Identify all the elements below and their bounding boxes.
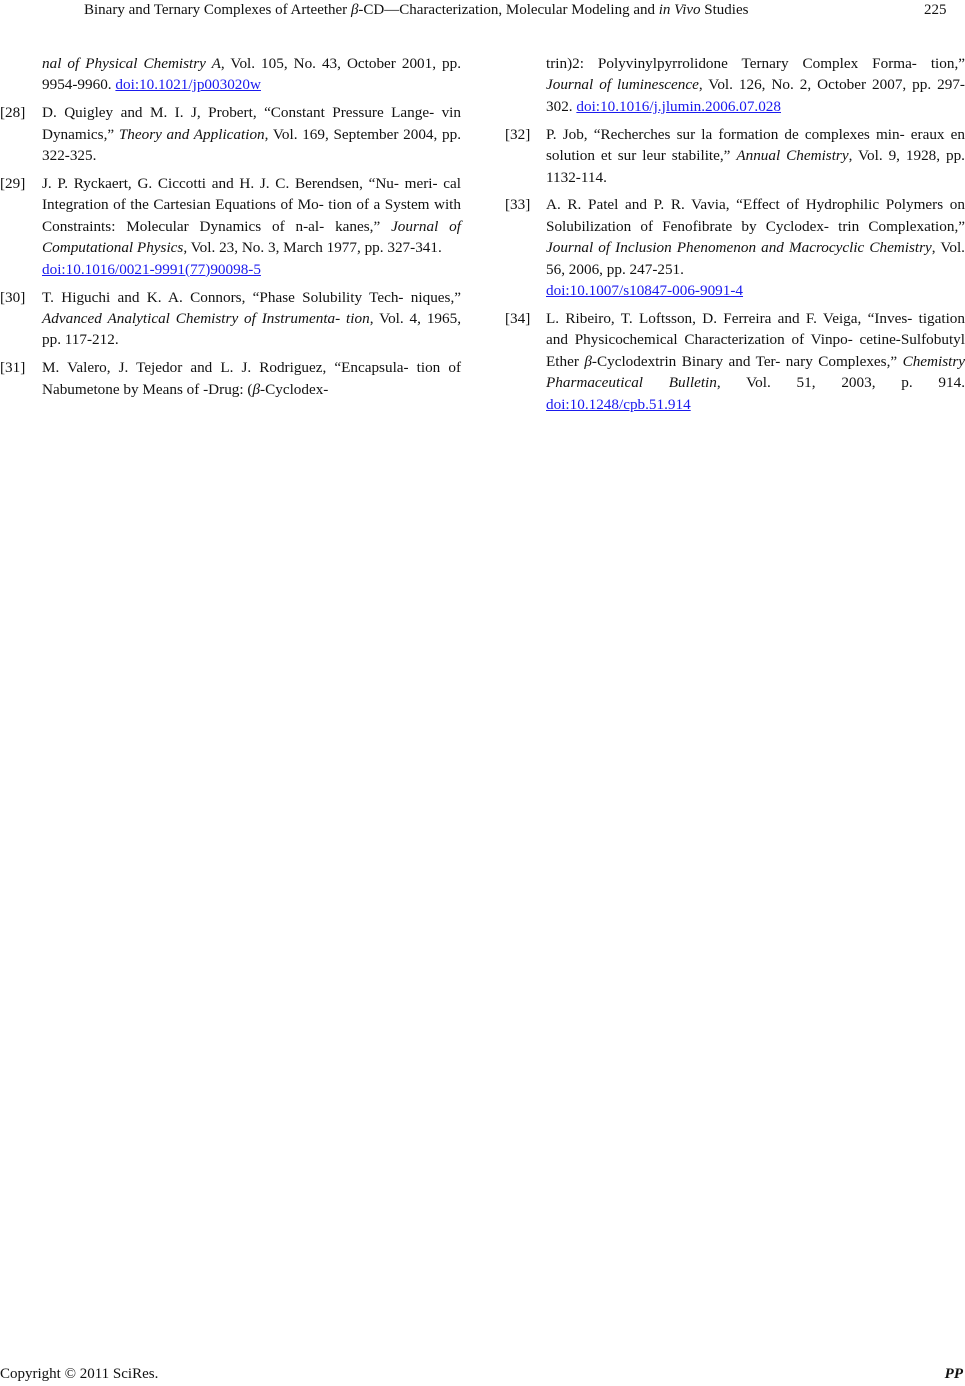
doi-link[interactable]: doi:10.1016/0021-9991(77)90098-5: [42, 260, 261, 278]
reference-text: [546, 124, 965, 188]
journal-name: Chemistry Pharmaceutical Bulletin: [546, 352, 965, 392]
doi-link[interactable]: doi:10.1248/cpb.51.914: [546, 395, 691, 413]
reference-authors-title: M. Valero, J. Tejedor and L. J. Rodriguez, “Encapsula- tion of Nabumetone by Means of -Drug: (: [42, 359, 461, 398]
running-title-part: -CD—Characterization, Molecular Modeling and: [358, 2, 659, 18]
reference-details: , Vol. 51, 2003, p. 914.: [716, 374, 965, 392]
reference-text: [42, 357, 461, 400]
reference-authors-title: T. Higuchi and K. A. Connors, “Phase Solubility Tech- niques,”: [42, 288, 461, 306]
copyright-notice: Copyright © 2011 SciRes.: [0, 1366, 159, 1382]
beta-symbol: β: [584, 352, 592, 370]
reference-details: , Vol. 126, No. 2, October 2007, pp. 297-302.: [546, 76, 965, 115]
reference-item-31: [0, 357, 461, 400]
page-number: 225: [924, 2, 947, 18]
reference-item-30: [0, 287, 461, 351]
reference-details: , Vol. 4, 1965, pp. 117-212.: [42, 309, 461, 349]
journal-name: Annual Chemistry: [736, 147, 849, 165]
doi-link[interactable]: doi:10.1021/jp003020w: [115, 76, 261, 94]
journal-name: Theory and Application: [118, 125, 265, 143]
journal-name: Journal of Computational Physics: [42, 217, 461, 257]
running-title-italic: in Vivo: [658, 2, 701, 18]
reference-details: , Vol. 105, No. 43, October 2001, pp. 9954-9960.: [42, 55, 461, 94]
journal-name: Journal of Inclusion Phenomenon and Macrocyclic Chemistry: [546, 239, 932, 257]
reference-authors-title: -Cyclodextrin Binary and Ter- nary Complexes,”: [591, 352, 903, 370]
reference-item-33: [505, 194, 965, 301]
reference-item-34: [505, 308, 965, 415]
reference-item-32: [505, 124, 965, 188]
reference-authors-title: A. R. Patel and P. R. Vavia, “Effect of Hydrophilic Polymers on Solubilization of Fenofibrate by Cyclodex- trin Complexation,”: [546, 196, 965, 235]
page-header: [0, 0, 965, 24]
reference-authors-title: L. Ribeiro, T. Loftsson, D. Ferreira and F. Veiga, “Inves- tigation and Physicochemical Characterization of Vinpo- cetine-Sulfobutyl Ether: [546, 309, 965, 370]
doi-link[interactable]: doi:10.1007/s10847-006-9091-4: [546, 282, 744, 300]
reference-text: [42, 102, 461, 166]
journal-name: Journal of luminescence: [546, 76, 699, 94]
running-title-part: Studies: [700, 2, 749, 18]
left-column: [0, 53, 461, 407]
reference-details: , Vol. 169, September 2004, pp. 322-325.: [42, 125, 461, 165]
reference-text: [42, 287, 461, 351]
reference-details: , Vol. 56, 2006, pp. 247-251.: [546, 239, 965, 278]
running-title-part: Binary and Ternary Complexes of Arteether: [84, 2, 351, 18]
reference-authors-title: D. Quigley and M. I. J, Probert, “Constant Pressure Lange- vin Dynamics,”: [42, 104, 461, 143]
reference-number: [31]: [0, 359, 26, 377]
beta-symbol: β: [252, 380, 261, 398]
reference-number: [32]: [505, 125, 531, 143]
reference-number: [28]: [0, 104, 26, 122]
reference-text: [546, 194, 965, 301]
doi-link[interactable]: doi:10.1016/j.jlumin.2006.07.028: [576, 97, 781, 115]
reference-continuation: [42, 53, 461, 96]
reference-number: [29]: [0, 175, 26, 193]
reference-number: [33]: [505, 196, 531, 214]
reference-details: , Vol. 23, No. 3, March 1977, pp. 327-341.: [183, 239, 442, 257]
reference-authors-title: trin)2: Polyvinylpyrrolidone Ternary Complex Forma- tion,”: [546, 55, 965, 72]
reference-text: [546, 308, 965, 415]
journal-name: Advanced Analytical Chemistry of Instrumenta- tion: [42, 309, 370, 327]
beta-symbol: β: [350, 2, 359, 18]
reference-number: [30]: [0, 288, 26, 306]
journal-name: nal of Physical Chemistry A: [42, 55, 221, 72]
running-title: [84, 0, 748, 20]
reference-number: [34]: [505, 309, 531, 327]
right-column: [505, 53, 965, 422]
reference-item-28: [0, 102, 461, 166]
journal-abbreviation: PP: [944, 1366, 963, 1382]
reference-authors-title: J. P. Ryckaert, G. Ciccotti and H. J. C. Berendsen, “Nu- meri- cal Integration of the Cartesian Equations of Mo- tion of a System with Constraints: Molecular Dynamics of n-al- kanes,”: [42, 175, 461, 235]
page-footer: [0, 1364, 965, 1386]
reference-item-29: [0, 173, 461, 280]
reference-continuation: [546, 53, 965, 117]
reference-authors-title: -Cyclodex-: [260, 380, 329, 398]
reference-text: [42, 173, 461, 280]
reference-authors-title: P. Job, “Recherches sur la formation de complexes min- eraux en solution et sur leur stabilite,”: [546, 125, 965, 165]
reference-details: , Vol. 9, 1928, pp. 1132-114.: [546, 147, 965, 186]
